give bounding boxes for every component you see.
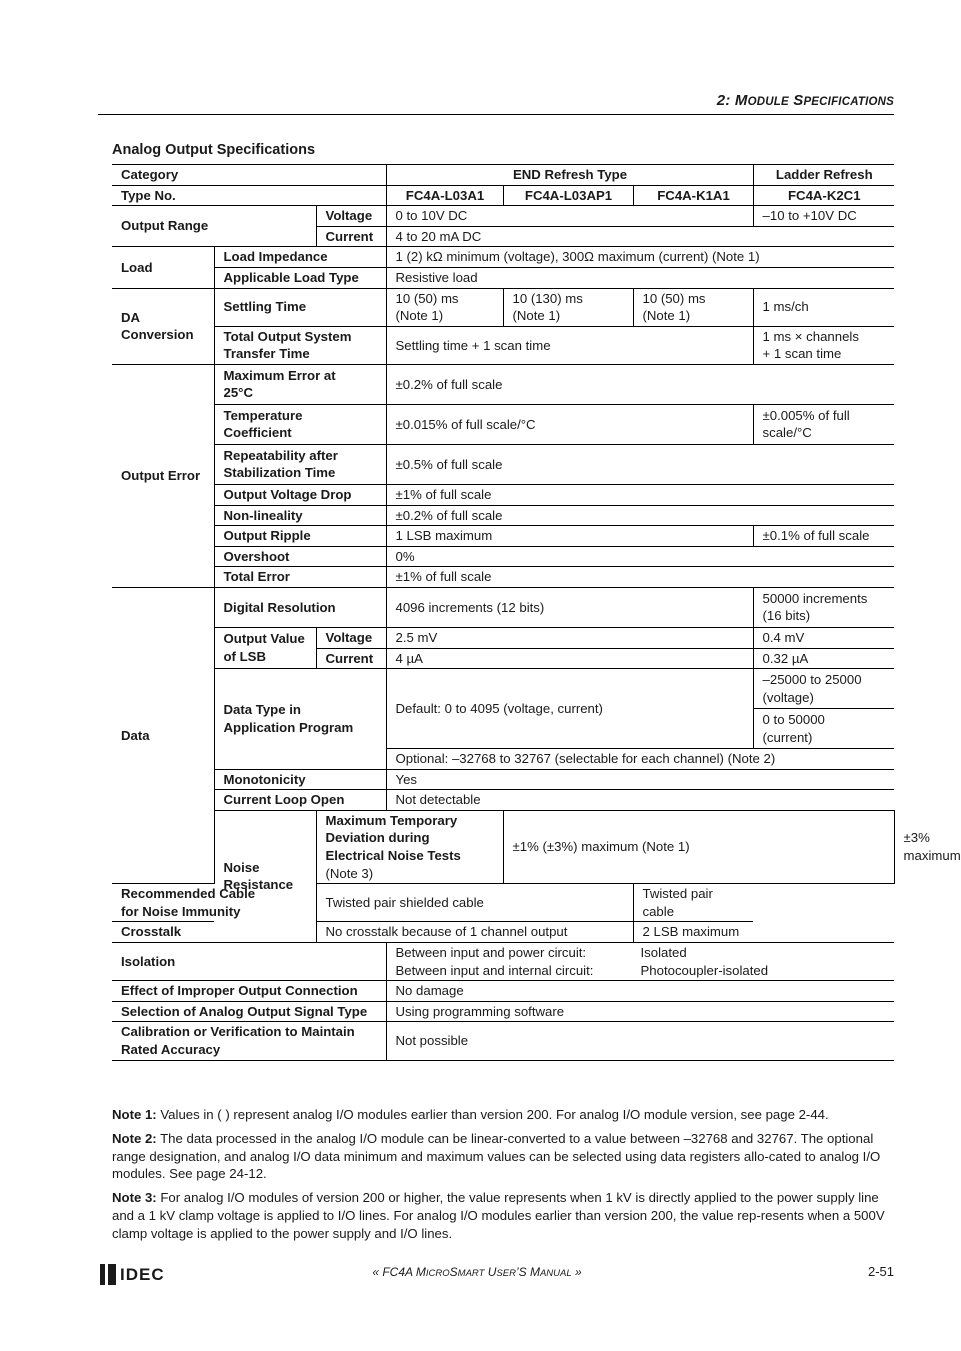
section-title: Analog Output Specifications xyxy=(112,142,316,158)
table-row xyxy=(112,790,894,811)
table-row: Noise Resistance Maximum Temporary Deviation during Electrical Noise Tests (Note 3) ±1% (±3%) maximum (Note 1) ±3% maximum xyxy=(112,810,894,883)
value-cell: ±1% of full scale xyxy=(386,567,894,588)
value-cell: 10 (50) ms (Note 1) xyxy=(633,288,753,326)
note-1: Note 1: Values in ( ) represent analog I/O modules earlier than version 200. For analog I/O module version, see page 2-44. xyxy=(112,1107,829,1122)
model-cell: FC4A-K2C1 xyxy=(753,185,894,206)
sub-label: Output Ripple xyxy=(214,526,386,547)
sub-label: Non-lineality xyxy=(214,505,386,526)
analog-output-spec-table xyxy=(112,164,961,1061)
header-rule xyxy=(98,114,894,115)
value-cell: 2.5 mV xyxy=(386,627,753,648)
row-label: Load xyxy=(112,247,214,288)
value-cell: ±0.015% of full scale/°C xyxy=(386,404,753,444)
sub-label: Temperature Coefficient xyxy=(214,404,386,444)
value-cell: 10 (130) ms (Note 1) xyxy=(503,288,633,326)
row-label: Selection of Analog Output Signal Type xyxy=(112,1001,386,1022)
table-row xyxy=(112,884,894,922)
table-row xyxy=(112,922,894,943)
value-cell: Not possible xyxy=(386,1022,894,1060)
value-cell: –25000 to 25000 (voltage) xyxy=(753,669,894,709)
sub-label: Data Type in Application Program xyxy=(214,669,386,770)
ladder-refresh-header: Ladder Refresh xyxy=(753,165,894,186)
sub-label: Output Value of LSB xyxy=(214,627,316,668)
sub-label: Load Impedance xyxy=(214,247,386,268)
table-row xyxy=(112,326,894,364)
value-cell: –10 to +10V DC xyxy=(753,206,894,227)
isolation-text: Between input and power circuit: xyxy=(395,945,587,961)
value-cell: Default: 0 to 4095 (voltage, current) xyxy=(386,669,753,749)
value-cell: 0 to 50000 (current) xyxy=(753,709,894,749)
table-row xyxy=(112,505,894,526)
value-cell: Settling time + 1 scan time xyxy=(386,326,753,364)
row-label: Calibration or Verification to Maintain Rated Accuracy xyxy=(112,1022,386,1060)
value-cell: No crosstalk because of 1 channel output xyxy=(316,922,633,943)
table-row xyxy=(112,981,894,1002)
page-number: 2-51 xyxy=(867,1264,894,1279)
isolation-text: Photocoupler-isolated xyxy=(640,962,769,978)
note-2: Note 2: The data processed in the analog I/O module can be linear-converted to a value between –32768 and 32767. The optional range designation, and analog I/O data minimum and maximum values can be selected using data registers allo-cated to analog I/O modules. See page 24-12. xyxy=(112,1130,881,1182)
value-cell: 4 to 20 mA DC xyxy=(386,226,894,247)
table-row xyxy=(112,669,894,709)
value-cell: Not detectable xyxy=(386,790,894,811)
table-row xyxy=(112,267,894,288)
row-label: Isolation xyxy=(112,943,386,981)
type-no-header: Type No. xyxy=(112,185,386,206)
category-header: Category xyxy=(112,165,386,186)
table-row xyxy=(112,546,894,567)
sub-label: Maximum Error at 25°C xyxy=(214,364,386,404)
table-row xyxy=(112,404,894,444)
notes xyxy=(112,1106,896,1249)
value-cell: 0% xyxy=(386,546,894,567)
value-cell: Twisted pair shielded cable xyxy=(316,884,633,922)
type-row xyxy=(112,185,894,206)
value-cell: 1 ms/ch xyxy=(753,288,894,326)
table-row xyxy=(112,943,894,981)
sub-label: Crosstalk xyxy=(112,922,316,943)
value-cell: Yes xyxy=(386,769,894,790)
value-cell: Optional: –32768 to 32767 (selectable for each channel) (Note 2) xyxy=(386,749,894,770)
value-cell: 1 ms × channels + 1 scan time xyxy=(753,326,894,364)
value-cell: ±0.005% of full scale/°C xyxy=(753,404,894,444)
sub-label: Applicable Load Type xyxy=(214,267,386,288)
value-cell: ±1% of full scale xyxy=(386,484,894,505)
row-label: Noise Resistance xyxy=(214,810,316,942)
value-cell: Twisted pair cable xyxy=(633,884,753,922)
table-row xyxy=(112,627,894,648)
value-cell: Using programming software xyxy=(386,1001,894,1022)
table-row xyxy=(112,1001,894,1022)
value-cell: 10 (50) ms (Note 1) xyxy=(386,288,503,326)
model-cell: FC4A-L03A1 xyxy=(386,185,503,206)
row-label: Effect of Improper Output Connection xyxy=(112,981,386,1002)
sub-label: Total Error xyxy=(214,567,386,588)
table-row xyxy=(112,484,894,505)
sub-label: Maximum Temporary Deviation during Electrical Noise Tests (Note 3) xyxy=(316,810,503,883)
table-row xyxy=(112,526,894,547)
sub-label: Output Voltage Drop xyxy=(214,484,386,505)
value-cell: ±0.5% of full scale xyxy=(386,444,894,484)
sub-label: Voltage xyxy=(316,627,386,648)
table-row xyxy=(112,567,894,588)
table-row xyxy=(112,444,894,484)
isolation-text: Isolated xyxy=(640,945,687,961)
sub-label: Current Loop Open xyxy=(214,790,386,811)
sub-label: Overshoot xyxy=(214,546,386,567)
value-cell: ±0.2% of full scale xyxy=(386,505,894,526)
sub-label: Voltage xyxy=(316,206,386,227)
sub-label: Total Output System Transfer Time xyxy=(214,326,386,364)
value-cell: 1 LSB maximum xyxy=(386,526,753,547)
table-row xyxy=(112,1022,894,1060)
table-row xyxy=(112,587,894,627)
table-header-row xyxy=(112,165,894,186)
value-cell: ±0.2% of full scale xyxy=(386,364,894,404)
row-label: DA Conversion xyxy=(112,288,214,364)
sub-label: Monotonicity xyxy=(214,769,386,790)
isolation-text: Between input and internal circuit: xyxy=(395,962,594,978)
table-row xyxy=(112,247,894,268)
sub-label: Current xyxy=(316,648,386,669)
value-cell: No damage xyxy=(386,981,894,1002)
value-cell xyxy=(386,943,894,981)
sub-label: Repeatability after Stabilization Time xyxy=(214,444,386,484)
sub-label: Digital Resolution xyxy=(214,587,386,627)
value-cell: 0.4 mV xyxy=(753,627,894,648)
value-cell: 50000 increments (16 bits) xyxy=(753,587,894,627)
row-label: Output Range xyxy=(112,206,316,247)
table-row xyxy=(112,288,894,326)
row-label: Output Error xyxy=(112,364,214,587)
value-cell: 0 to 10V DC xyxy=(386,206,753,227)
model-cell: FC4A-L03AP1 xyxy=(503,185,633,206)
value-cell: 1 (2) kΩ minimum (voltage), 300Ω maximum (current) (Note 1) xyxy=(386,247,894,268)
chapter-header: 2: MODULE SPECIFICATIONS xyxy=(716,92,894,109)
logo-text: IDEC xyxy=(120,1264,165,1284)
value-cell: 4096 increments (12 bits) xyxy=(386,587,753,627)
table-row xyxy=(112,364,894,404)
value-cell: 4 µA xyxy=(386,648,753,669)
table-row xyxy=(112,769,894,790)
value-cell: ±1% (±3%) maximum (Note 1) xyxy=(503,810,894,883)
table-row xyxy=(112,206,894,227)
sub-label: Recommended Cable for Noise Immunity xyxy=(112,884,316,922)
sub-label: Current xyxy=(316,226,386,247)
value-cell: 2 LSB maximum xyxy=(633,922,753,943)
footer-manual-title: « FC4A MICROSMART USER’S MANUAL » xyxy=(372,1265,582,1279)
value-cell: 0.32 µA xyxy=(753,648,894,669)
end-refresh-header: END Refresh Type xyxy=(386,165,753,186)
value-cell: Resistive load xyxy=(386,267,894,288)
note-3: Note 3: For analog I/O modules of version 200 or higher, the value represents when 1 kV is directly applied to the power supply line and a 1 kV clamp voltage is applied to I/O lines. For analog I/O modules earlier than version 200, the value rep-resents when a 500V clamp voltage is applied to the power supply and I/O lines. xyxy=(112,1190,885,1241)
model-cell: FC4A-K1A1 xyxy=(633,185,753,206)
row-label: Data xyxy=(112,587,214,883)
value-cell: ±0.1% of full scale xyxy=(753,526,894,547)
sub-label: Settling Time xyxy=(214,288,386,326)
